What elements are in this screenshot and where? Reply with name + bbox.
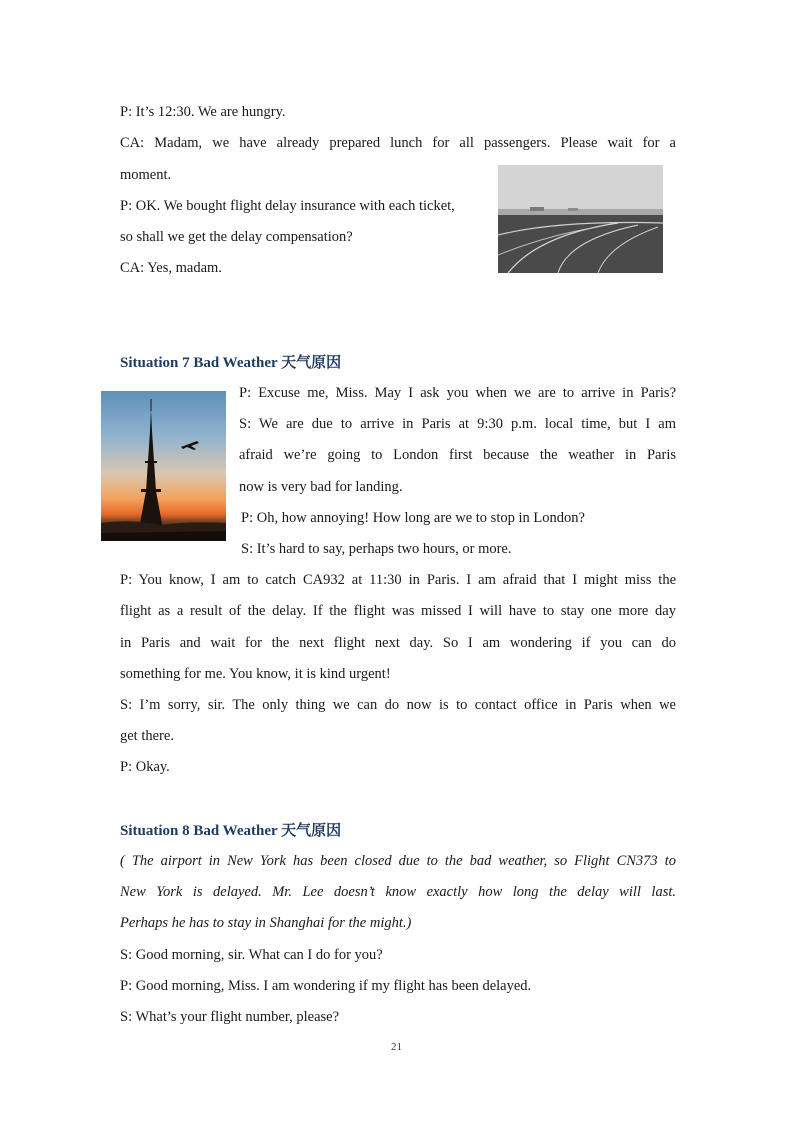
heading-en: Situation 7 Bad Weather bbox=[120, 355, 278, 371]
dialogue-line: in Paris and wait for the next flight next day. So I am wondering if you can do bbox=[120, 635, 676, 651]
dialogue-line: so shall we get the delay compensation? bbox=[120, 229, 353, 245]
dialogue-line: flight as a result of the delay. If the flight was missed I will have to stay one more day bbox=[120, 603, 676, 619]
foggy-airport-photo bbox=[498, 165, 663, 273]
eiffel-tower-icon bbox=[101, 391, 226, 541]
scene-note: ( The airport in New York has been closed due to the bad weather, so Flight CN373 to bbox=[120, 853, 676, 869]
dialogue-line: afraid we’re going to London first because the weather in Paris bbox=[239, 447, 676, 463]
dialogue-line: get there. bbox=[120, 728, 174, 744]
dialogue-line: now is very bad for landing. bbox=[239, 479, 403, 495]
eiffel-tower-photo bbox=[101, 391, 226, 541]
dialogue-line: S: It’s hard to say, perhaps two hours, or more. bbox=[241, 541, 512, 557]
page-number: 21 bbox=[391, 1041, 402, 1053]
dialogue-line: something for me. You know, it is kind urgent! bbox=[120, 666, 391, 682]
dialogue-line: P: It’s 12:30. We are hungry. bbox=[120, 104, 286, 120]
heading-cn: 天气原因 bbox=[281, 353, 342, 371]
dialogue-line: S: We are due to arrive in Paris at 9:30 p.m. local time, but I am bbox=[239, 416, 676, 432]
section-heading bbox=[120, 820, 341, 841]
heading-cn: 天气原因 bbox=[281, 821, 342, 839]
dialogue-line: P: OK. We bought flight delay insurance with each ticket, bbox=[120, 198, 455, 214]
dialogue-line: S: I’m sorry, sir. The only thing we can do now is to contact office in Paris when we bbox=[120, 697, 676, 713]
section-heading bbox=[120, 352, 341, 373]
dialogue-line: CA: Madam, we have already prepared lunch for all passengers. Please wait for a bbox=[120, 135, 676, 151]
dialogue-line: S: What’s your flight number, please? bbox=[120, 1009, 340, 1025]
dialogue-line: CA: Yes, madam. bbox=[120, 260, 222, 276]
dialogue-line: P: Excuse me, Miss. May I ask you when we are to arrive in Paris? bbox=[239, 385, 676, 401]
scene-note: Perhaps he has to stay in Shanghai for the might.) bbox=[120, 915, 412, 931]
dialogue-line: P: Good morning, Miss. I am wondering if my flight has been delayed. bbox=[120, 978, 532, 994]
scene-note: New York is delayed. Mr. Lee doesn’t know exactly how long the delay will last. bbox=[120, 884, 676, 900]
dialogue-line: P: Okay. bbox=[120, 759, 170, 775]
dialogue-line: P: Oh, how annoying! How long are we to stop in London? bbox=[241, 510, 585, 526]
runway-lines-icon bbox=[498, 165, 663, 273]
dialogue-line: moment. bbox=[120, 167, 172, 183]
dialogue-line: P: You know, I am to catch CA932 at 11:30 in Paris. I am afraid that I might miss the bbox=[120, 572, 676, 588]
dialogue-line: S: Good morning, sir. What can I do for you? bbox=[120, 947, 383, 963]
heading-en: Situation 8 Bad Weather bbox=[120, 823, 278, 839]
